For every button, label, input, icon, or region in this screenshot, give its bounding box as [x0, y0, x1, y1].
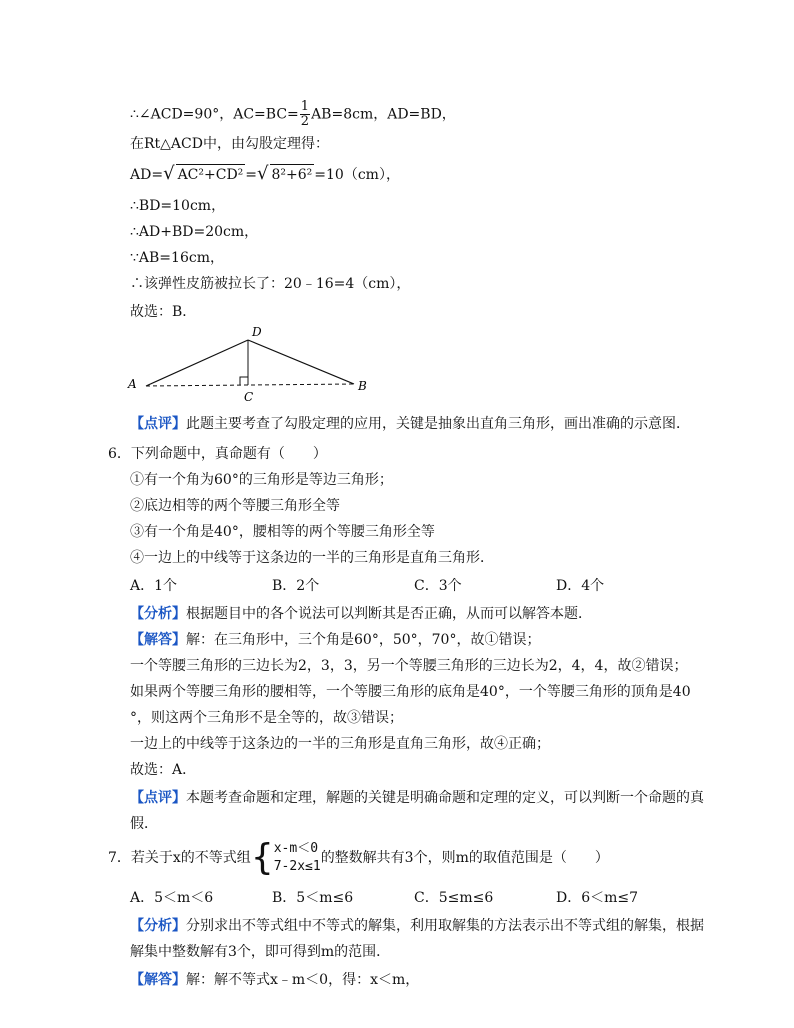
comment-text: 本题考查命题和定理，解题的关键是明确命题和定理的定义，可以判断一个命题的真	[186, 790, 704, 806]
q7-analysis-1	[130, 916, 704, 936]
fraction-one-half	[300, 100, 310, 129]
q6-statement-2: ②底边相等的两个等腰三角形全等	[130, 498, 340, 514]
q7-analysis-2: 解集中整数解有3个，即可得到m的范围．	[130, 944, 391, 960]
segment-ad	[146, 340, 248, 386]
solution-line-ad	[130, 164, 400, 185]
comment-tag: 【点评】	[130, 790, 186, 806]
q6-stem: 6．下列命题中，真命题有（ ）	[108, 446, 327, 462]
q6-answer-3: 如果两个等腰三角形的腰相等，一个等腰三角形的底角是40°，一个等腰三角形的顶角是40	[130, 684, 691, 700]
q7-stem-text: 的整数解共有3个，则m的取值范围是（ ）	[320, 850, 609, 866]
solution-text: ∴∠ACD=90°，AC=BC=	[130, 106, 299, 123]
triangle-figure	[120, 322, 380, 406]
solution-line-sum: ∴AD+BD=20cm，	[130, 224, 259, 240]
label-c: C	[244, 390, 254, 404]
solution-line-bd: ∴BD=10cm，	[130, 198, 226, 214]
solution-line-ab: ∵AB=16cm，	[130, 250, 224, 266]
solution-line-stretch: ∴该弹性皮筋被拉长了：20﹣16=4（cm），	[130, 276, 411, 292]
solution-line-pythagoras: 在Rt△ACD中，由勾股定理得：	[130, 136, 329, 152]
q7-option-a: A．5＜m＜6	[130, 890, 214, 906]
segment-db	[248, 340, 354, 384]
q6-answer-1	[130, 630, 540, 650]
analysis-tag: 【分析】	[130, 918, 186, 934]
system-brace: {	[250, 837, 274, 878]
q6-answer-4: °，则这两个三角形不是全等的，故③错误；	[130, 710, 403, 726]
q7-option-d: D．6＜m≤7	[556, 890, 639, 906]
solution-text: AD=	[130, 167, 164, 183]
answer-tag: 【解答】	[130, 972, 186, 988]
q6-answer-2: 一个等腰三角形的三边长为2，3，3，另一个等腰三角形的三边长为2，4，4，故②错误；	[130, 658, 688, 674]
answer-tag: 【解答】	[130, 632, 186, 648]
comment-q5	[130, 414, 690, 434]
q7-stem	[108, 838, 609, 878]
q6-options	[130, 576, 698, 596]
q6-analysis	[130, 604, 592, 624]
q6-option-a: A．1个	[130, 578, 178, 594]
solution-text: =10（cm），	[314, 167, 400, 183]
fraction-numerator: 1	[300, 99, 310, 114]
label-a: A	[128, 377, 137, 391]
solution-line-angle	[130, 100, 456, 129]
right-angle-mark	[240, 377, 248, 385]
equals-sign: =	[245, 167, 258, 183]
segment-ab-dashed	[146, 384, 354, 386]
analysis-text: 根据题目中的各个说法可以判断其是否正确，从而可以解答本题．	[186, 606, 592, 622]
q6-option-b: B．2个	[272, 578, 320, 594]
q7-stem-text: 7．若关于x的不等式组	[108, 850, 251, 866]
radicand-1: AC²+CD²	[176, 164, 246, 185]
inequality-2: 7-2x≤1	[273, 859, 321, 874]
q6-statement-1: ①有一个角为60°的三角形是等边三角形；	[130, 472, 393, 488]
answer-text: 解：在三角形中，三个角是60°，50°，70°，故①错误；	[186, 632, 541, 648]
inequality-system	[274, 840, 321, 876]
q6-comment-1	[130, 788, 704, 808]
radical-sign: √	[257, 163, 269, 184]
solution-text: AB=8cm，AD=BD，	[311, 106, 456, 123]
comment-text: 此题主要考查了勾股定理的应用，关键是抽象出直角三角形，画出准确的示意图．	[186, 416, 690, 432]
label-d: D	[252, 325, 262, 339]
inequality-1: x-m＜0	[273, 841, 319, 856]
q6-answer-5: 一边上的中线等于这条边的一半的三角形是直角三角形，故④正确；	[130, 736, 550, 752]
q7-option-b: B．5＜m≤6	[272, 890, 354, 906]
q7-option-c: C．5≤m≤6	[414, 890, 494, 906]
solution-line-choice: 故选：B．	[130, 304, 197, 320]
answer-text: 解：解不等式x﹣m＜0，得：x＜m，	[186, 972, 420, 988]
q6-statement-3: ③有一个角是40°，腰相等的两个等腰三角形全等	[130, 524, 435, 540]
analysis-text: 分别求出不等式组中不等式的解集，利用取解集的方法表示出不等式组的解集，根据	[186, 918, 704, 934]
fraction-denominator: 2	[300, 114, 310, 129]
q6-statement-4: ④一边上的中线等于这条边的一半的三角形是直角三角形．	[130, 550, 494, 566]
analysis-tag: 【分析】	[130, 606, 186, 622]
q6-option-c: C．3个	[414, 578, 462, 594]
radicand-2: 8²+6²	[270, 164, 315, 185]
q6-option-d: D．4个	[556, 578, 605, 594]
q7-options	[130, 888, 698, 908]
q6-comment-2: 假．	[130, 816, 158, 832]
label-b: B	[358, 379, 367, 393]
q7-answer-1	[130, 970, 419, 990]
comment-tag: 【点评】	[130, 416, 186, 432]
q6-answer-6: 故选：A．	[130, 762, 197, 778]
radical-sign: √	[163, 163, 175, 184]
